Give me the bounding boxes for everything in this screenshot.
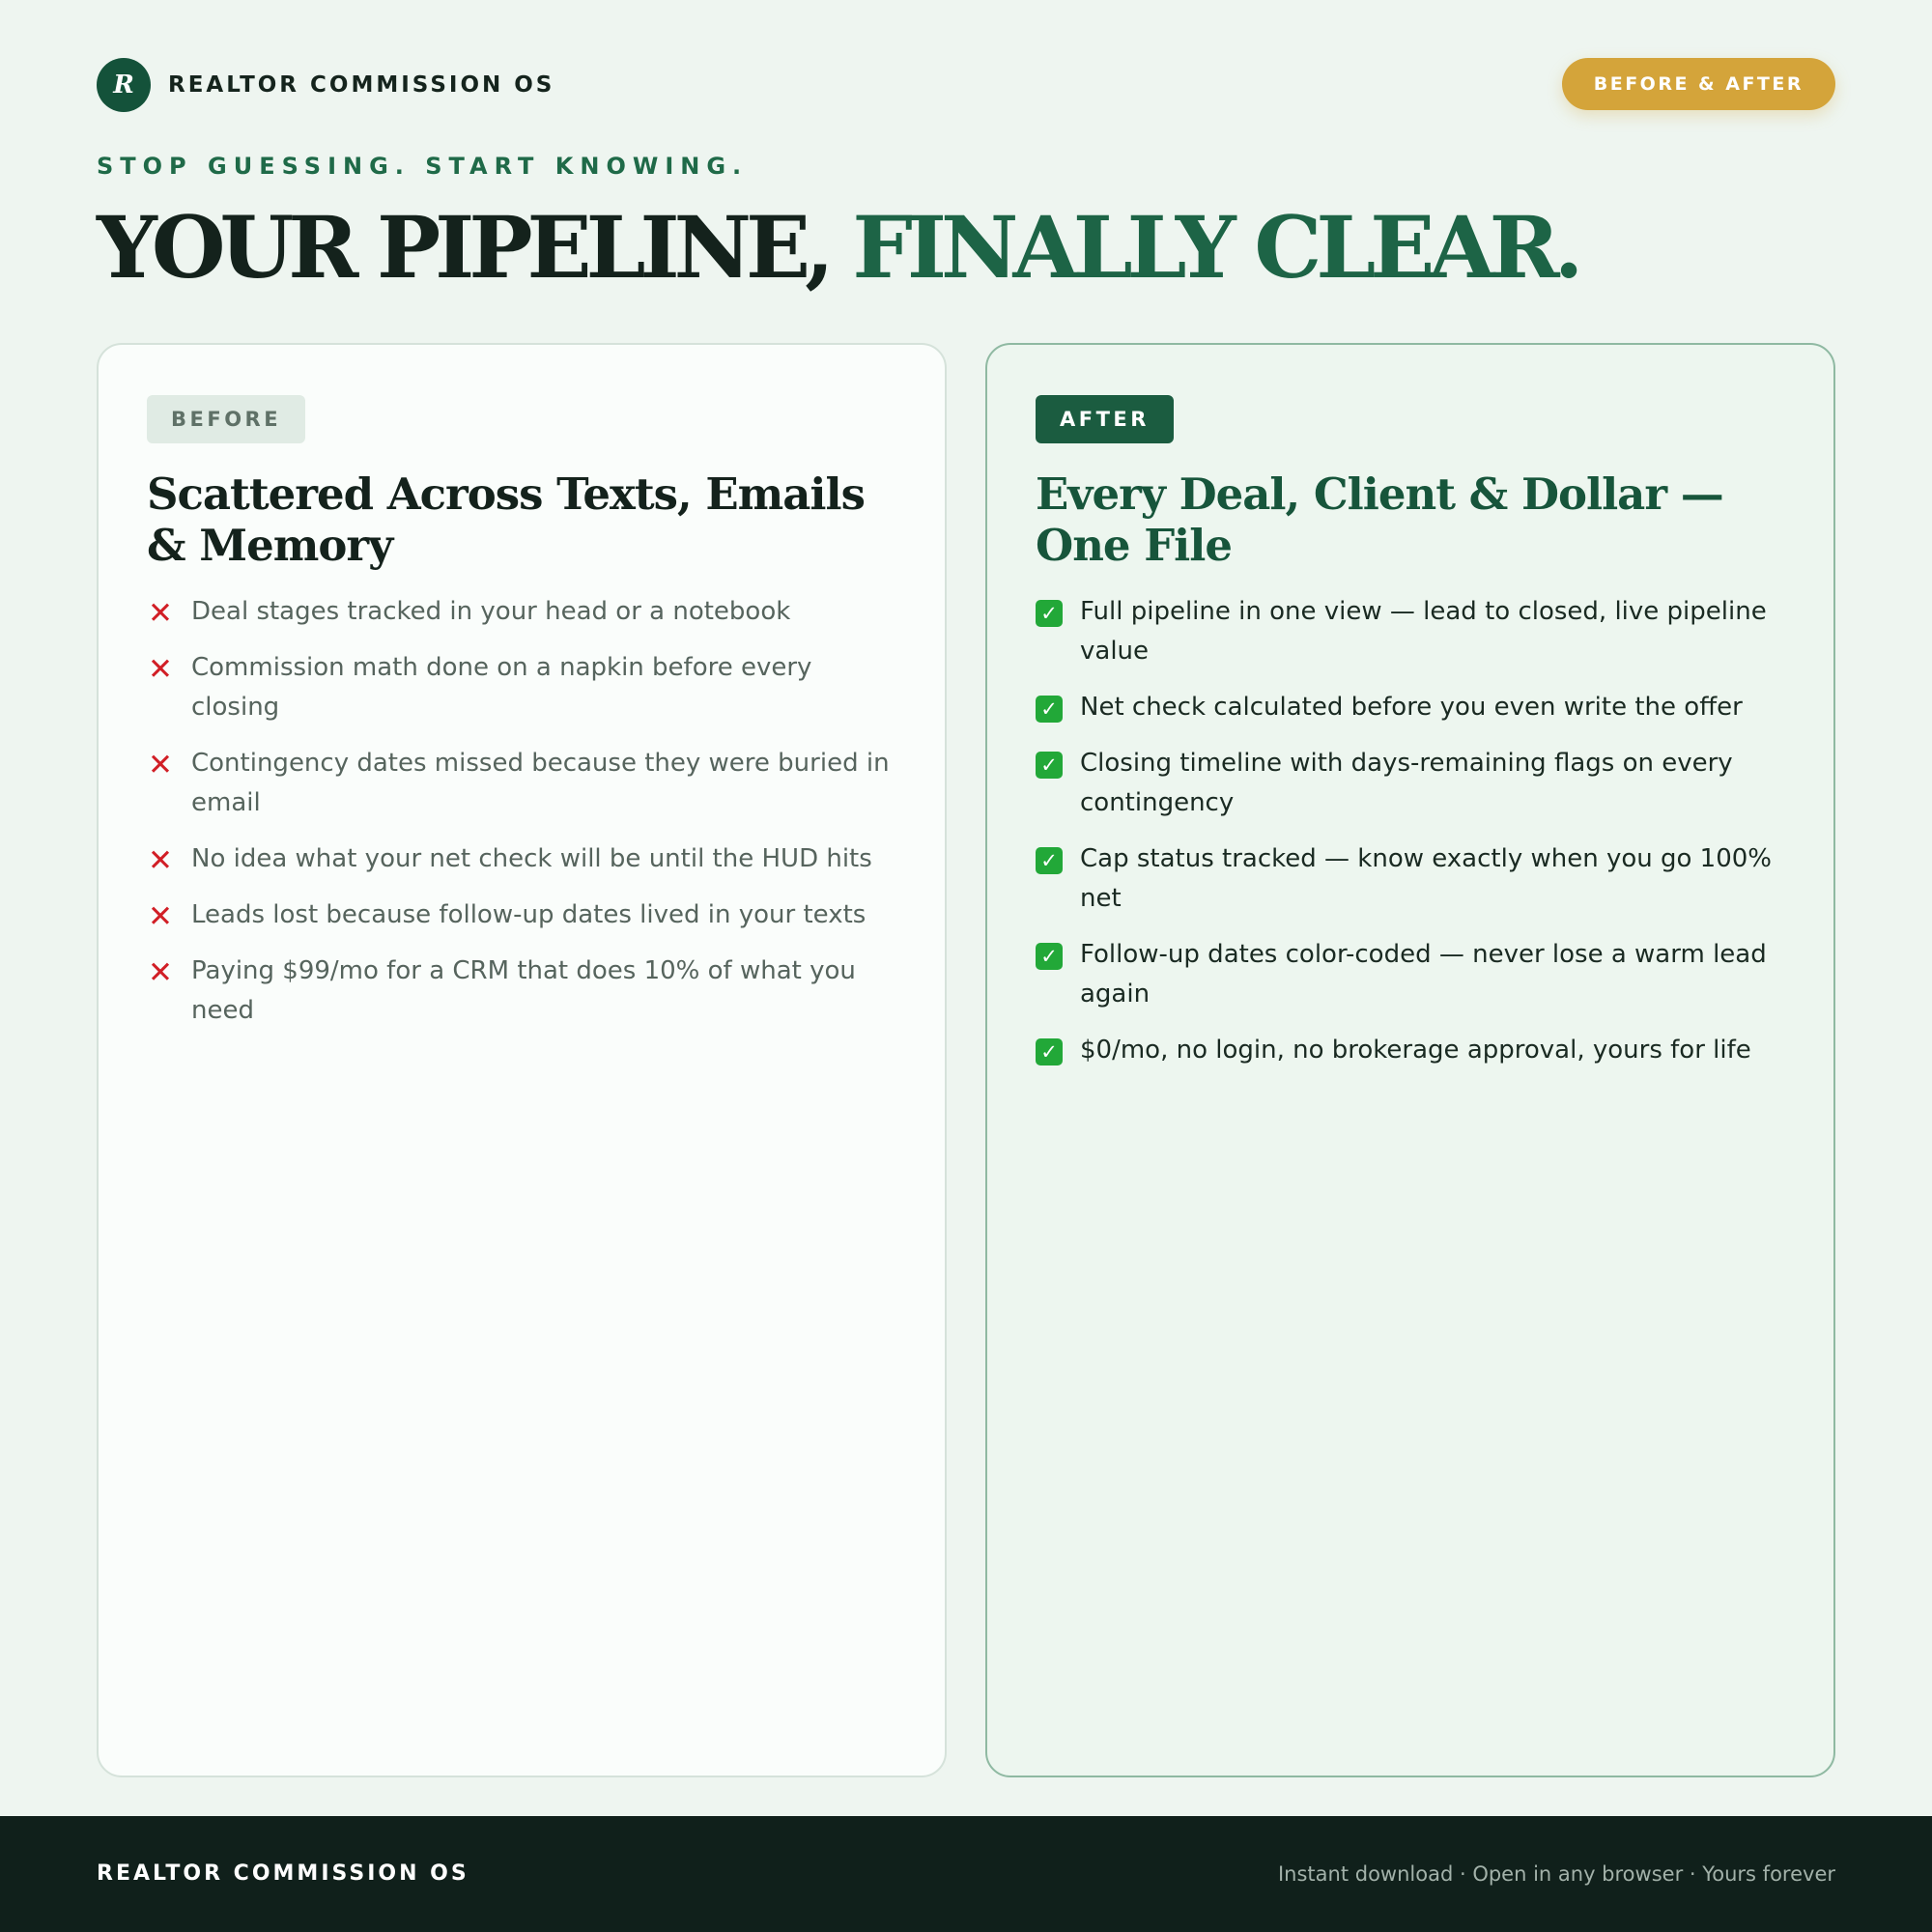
x-mark-icon: ✕ [148, 899, 173, 934]
x-mark-icon: ✕ [148, 652, 173, 687]
header [97, 58, 1835, 112]
x-mark-icon: ✕ [148, 955, 173, 990]
check-mark-icon: ✓ [1036, 1038, 1063, 1065]
list-item [1036, 839, 1785, 919]
list-item-text: No idea what your net check will be until the HUD hits [191, 844, 872, 873]
after-card [985, 343, 1835, 1777]
before-badge: BEFORE [147, 395, 305, 443]
list-item-text: Paying $99/mo for a CRM that does 10% of what you need [191, 956, 856, 1025]
list-item [147, 895, 896, 935]
footer-brand: REALTOR COMMISSION OS [97, 1861, 469, 1886]
check-mark-icon: ✓ [1036, 600, 1063, 627]
after-title: Every Deal, Client & Dollar — One File [1036, 469, 1723, 571]
logo [97, 58, 554, 112]
list-item-text: Deal stages tracked in your head or a notebook [191, 597, 791, 626]
list-item-text: Cap status tracked — know exactly when you go 100% net [1080, 844, 1773, 913]
x-mark-icon: ✕ [148, 596, 173, 631]
page-title [97, 193, 1577, 301]
x-mark-icon: ✕ [148, 843, 173, 878]
list-item [1036, 688, 1785, 727]
list-item [147, 592, 896, 632]
brand-name: REALTOR COMMISSION OS [168, 72, 555, 98]
list-item [1036, 1031, 1785, 1070]
check-mark-icon: ✓ [1036, 943, 1063, 970]
list-item [147, 839, 896, 879]
after-list [1036, 592, 1785, 1070]
before-card [97, 343, 947, 1777]
check-mark-icon: ✓ [1036, 696, 1063, 723]
list-item-text: Closing timeline with days-remaining flags on every contingency [1080, 749, 1733, 817]
check-mark-icon: ✓ [1036, 752, 1063, 779]
footer [0, 1816, 1932, 1932]
list-item [147, 952, 896, 1031]
headline-main: YOUR PIPELINE, [97, 197, 829, 298]
headline-accent: FINALLY CLEAR. [852, 197, 1578, 298]
list-item-text: Leads lost because follow-up dates lived in your texts [191, 900, 867, 929]
list-item-text: Follow-up dates color-coded — never lose a warm lead again [1080, 940, 1767, 1009]
list-item-text: Contingency dates missed because they were buried in email [191, 749, 890, 817]
list-item [1036, 592, 1785, 671]
list-item [1036, 744, 1785, 823]
before-title: Scattered Across Texts, Emails & Memory [147, 469, 865, 571]
footer-note: Instant download · Open in any browser · Yours forever [1277, 1862, 1835, 1886]
before-after-pill[interactable]: BEFORE & AFTER [1562, 58, 1835, 110]
list-item [147, 648, 896, 727]
eyebrow-tagline: STOP GUESSING. START KNOWING. [97, 153, 749, 180]
list-item [147, 744, 896, 823]
before-list [147, 592, 896, 1031]
x-mark-icon: ✕ [148, 748, 173, 782]
after-badge: AFTER [1036, 395, 1174, 443]
list-item-text: Commission math done on a napkin before every closing [191, 653, 812, 722]
list-item-text: Full pipeline in one view — lead to closed, live pipeline value [1080, 597, 1767, 666]
list-item-text: Net check calculated before you even write the offer [1080, 693, 1743, 722]
logo-mark: R [97, 58, 151, 112]
list-item [1036, 935, 1785, 1014]
list-item-text: $0/mo, no login, no brokerage approval, yours for life [1080, 1036, 1751, 1065]
check-mark-icon: ✓ [1036, 847, 1063, 874]
